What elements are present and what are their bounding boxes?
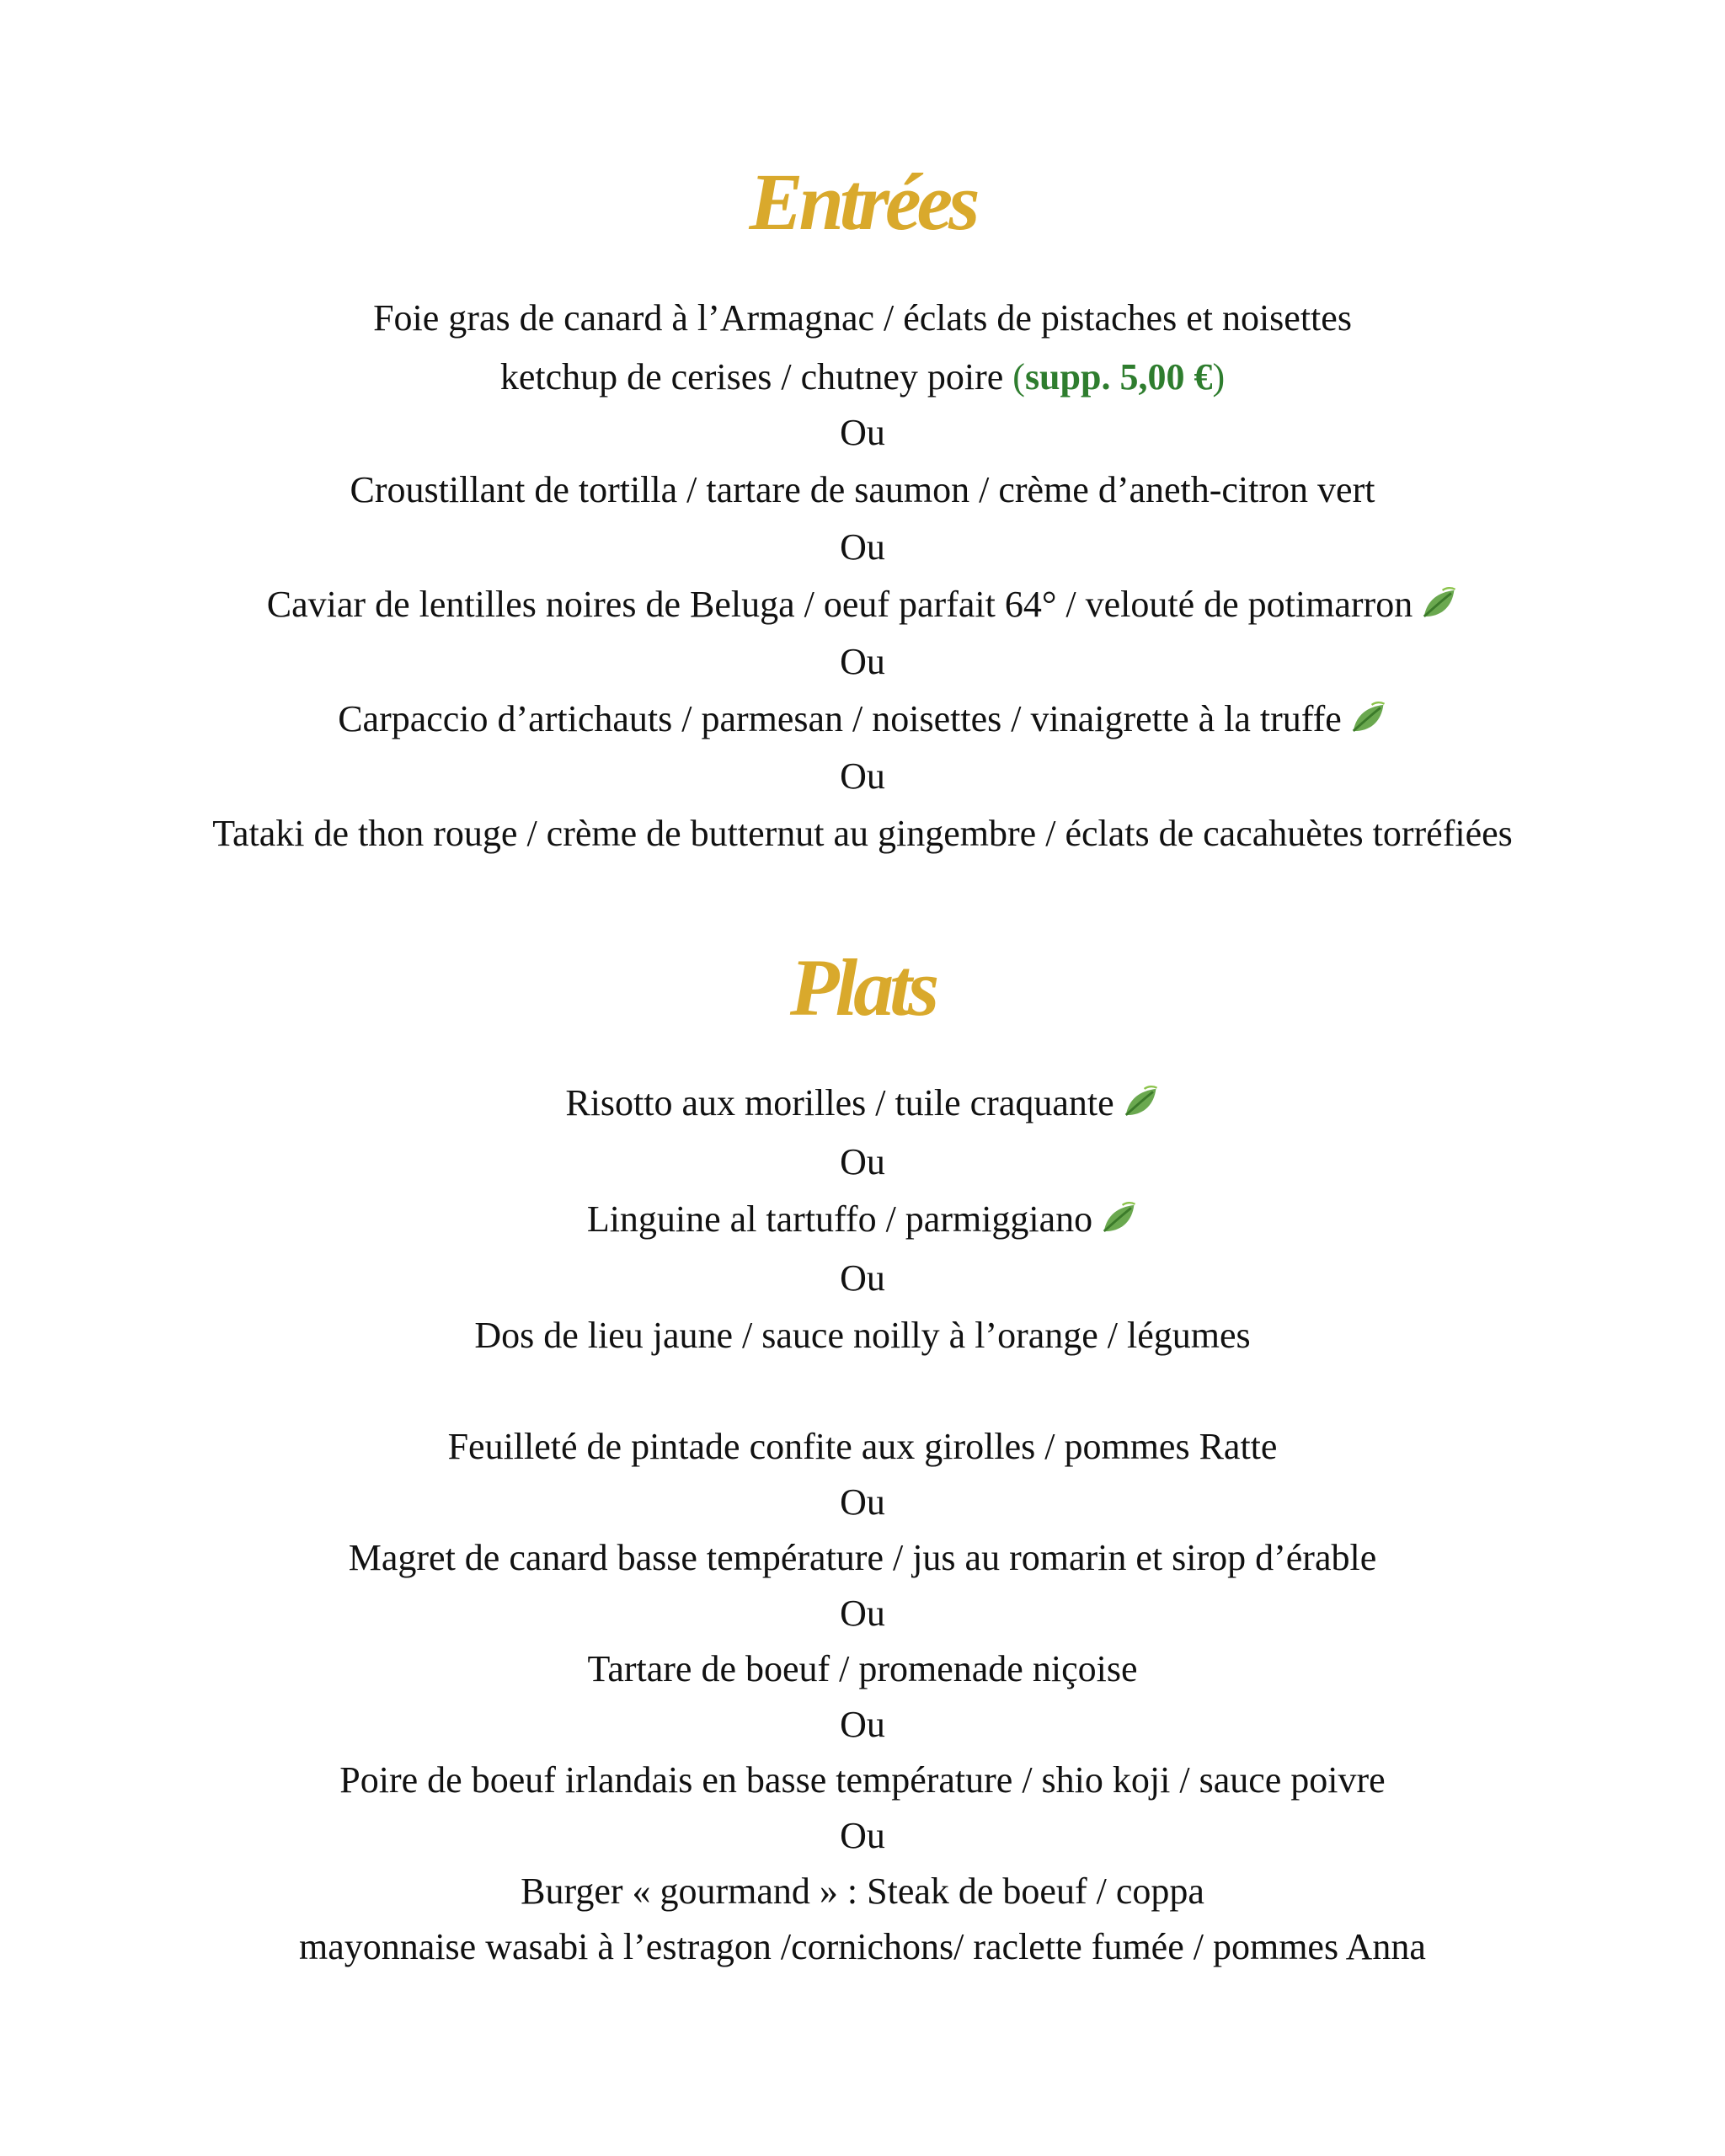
entree-4 [0, 694, 1725, 744]
plat-7: Poire de boeuf irlandais en basse température / shio koji / sauce poivre [339, 1759, 1386, 1801]
leaf-icon [1121, 1083, 1160, 1122]
plat-1-text: Risotto aux morilles / tuile craquante [565, 1082, 1114, 1123]
leaf-icon [1419, 584, 1458, 623]
plat-5: Magret de canard basse température / jus au romarin et sirop d’érable [348, 1537, 1377, 1578]
plat-1 [0, 1078, 1725, 1129]
leaf-icon [1348, 699, 1387, 738]
plat-4: Feuilleté de pintade confite aux girolles / pommes Ratte [447, 1426, 1278, 1467]
entree-1-line-2-text: ketchup de cerises / chutney poire [499, 356, 1004, 398]
plat-2-text: Linguine al tartuffo / parmiggiano [586, 1198, 1093, 1240]
or-separator: Ou [840, 1593, 885, 1634]
or-separator: Ou [840, 526, 885, 568]
or-separator: Ou [840, 1704, 885, 1745]
entree-3 [0, 579, 1725, 630]
or-separator: Ou [840, 755, 885, 797]
or-separator: Ou [840, 412, 885, 453]
leaf-icon [1099, 1199, 1138, 1238]
entrees-title: Entrées [749, 157, 976, 247]
entree-1-line-1: Foie gras de canard à l’Armagnac / éclats de pistaches et noisettes [373, 297, 1352, 339]
plat-2 [0, 1194, 1725, 1245]
entree-2: Croustillant de tortilla / tartare de saumon / crème d’aneth-citron vert [350, 469, 1375, 510]
plat-6: Tartare de boeuf / promenade niçoise [587, 1648, 1138, 1689]
or-separator: Ou [840, 641, 885, 682]
or-separator: Ou [840, 1815, 885, 1856]
or-separator: Ou [840, 1141, 885, 1182]
supplement-open-paren: ( [1012, 356, 1025, 398]
supplement-price: supp. 5,00 € [1024, 356, 1213, 398]
or-separator: Ou [840, 1257, 885, 1299]
supplement-close-paren: ) [1212, 356, 1226, 398]
entree-3-text: Caviar de lentilles noires de Beluga / oeuf parfait 64° / velouté de potimarron [266, 584, 1413, 625]
plat-8-line-2: mayonnaise wasabi à l’estragon /cornichons/ raclette fumée / pommes Anna [299, 1926, 1426, 1967]
plat-8-line-1: Burger « gourmand » : Steak de boeuf / coppa [521, 1870, 1204, 1912]
entree-5: Tataki de thon rouge / crème de butternut au gingembre / éclats de cacahuètes torréfiées [212, 813, 1513, 854]
plat-3: Dos de lieu jaune / sauce noilly à l’orange / légumes [474, 1315, 1251, 1356]
entree-4-text: Carpaccio d’artichauts / parmesan / noisettes / vinaigrette à la truffe [338, 698, 1342, 739]
entree-1-line-2 [0, 352, 1725, 403]
plats-title: Plats [789, 942, 936, 1033]
or-separator: Ou [840, 1481, 885, 1523]
